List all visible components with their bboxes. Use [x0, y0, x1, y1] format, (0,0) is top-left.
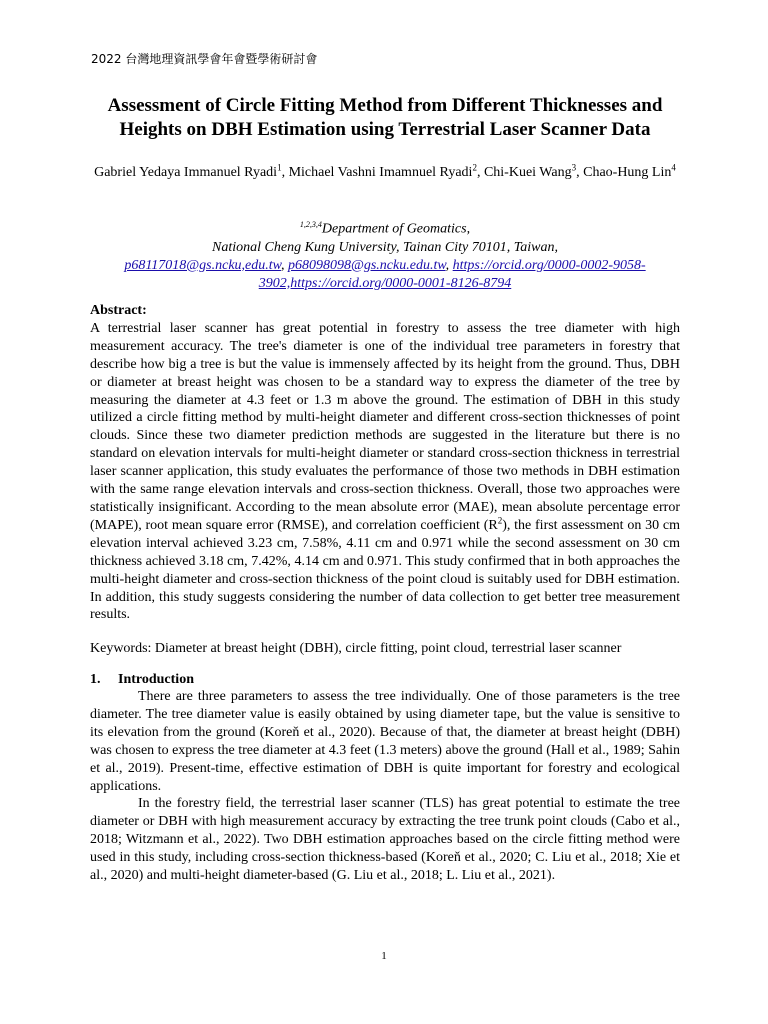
abstract-heading: Abstract:: [90, 303, 147, 318]
page-number: 1: [381, 950, 387, 962]
email-link[interactable]: p68117018@gs.ncku,edu.tw: [124, 257, 281, 273]
paper-title: Assessment of Circle Fitting Method from Different Thicknesses and Heights on DBH Estimation using Terrestrial Laser Scanner Data: [107, 95, 663, 140]
introduction-body: [90, 688, 680, 885]
author-separator: ,: [281, 165, 289, 180]
author-name: Chao-Hung Lin: [583, 165, 672, 180]
affiliation-mark: 1,2,3,4: [299, 220, 322, 229]
abstract: [90, 302, 680, 624]
email-link[interactable]: p68098098@gs.ncku.edu.tw: [287, 257, 446, 273]
conference-header: 2022 台灣地理資訊學會年會暨學術研討會: [91, 52, 318, 66]
affiliation-block: [90, 216, 680, 293]
author-list: [90, 164, 680, 182]
abstract-superscript: 2: [497, 515, 503, 526]
abstract-text: A terrestrial laser scanner has great potential in forestry to assess the tree diameter with high measurement accuracy. The tree's diameter is one of the individual tree parameters in forestry that describe how big a tree is but the value is immensely affected by its height from the ground. Thus, DBH or diameter at breast height was chosen to be a standard way to express the diameter of the tree by measuring the diameter at 4.3 feet or 1.3 m above the ground. The estimation of DBH in this study utilized a circle fitting method by multi-height diameter and different cross-section thicknesses of point clouds. Since these two diameter prediction methods are suggested in the literature but there is no standard on elevation intervals for multi-height diameter or standard cross-section thickness in terrestrial laser scanner application, this study evaluates the performance of those two methods in DBH estimation with the same range elevation intervals and cross-section thickness. Overall, those two approaches were statistically insignificant. According to the mean absolute error (MAE), mean absolute percentage error (MAPE), root mean square error (RMSE), and correlation coefficient (R: [90, 320, 680, 533]
author-name: Gabriel Yedaya Immanuel Ryadi: [94, 165, 278, 180]
university: National Cheng Kung University, Tainan City 70101, Taiwan,: [212, 239, 558, 255]
paragraph: In the forestry field, the terrestrial laser scanner (TLS) has great potential to estimate the tree diameter or DBH with high measurement accuracy by extracting the tree trunk point clouds (Cabo et al., 2018; Witzmann et al., 2022). Two DBH estimation approaches based on the circle fitting method were used in this study, including cross-section thickness-based (Koreň et al., 2020; C. Liu et al., 2018; Xie et al., 2020) and multi-height diameter-based (G. Liu et al., 2018; L. Liu et al., 2021).: [90, 796, 680, 884]
keywords: Keywords: Diameter at breast height (DBH), circle fitting, point cloud, terrestrial laser scanner: [90, 641, 622, 656]
abstract-text-continued: ), the first assessment on 30 cm elevation interval achieved 3.23 cm, 7.58%, 4.11 cm and 0.971 while the second assessment on 30 cm thickness achieved 3.18 cm, 7.42%, 4.14 cm and 0.971. This study confirmed that in both approaches the multi-height diameter and cross-section thickness of the point cloud is suitably used for DBH estimation. In addition, this study suggests considering the number of data collection to get better tree measurement results.: [90, 517, 680, 623]
author-separator: ,: [476, 165, 484, 180]
department: Department of Geomatics,: [321, 221, 471, 237]
paragraph: There are three parameters to assess the tree individually. One of those parameters is the tree diameter. The tree diameter value is easily obtained by using diameter tape, but the value is sensitive to its elevation from the ground (Koreň et al., 2020). Because of that, the diameter at breast height (DBH) was chosen to express the tree diameter at 4.3 feet (1.3 meters) above the ground (Hall et al., 1989; Sahin et al., 2019). Present-time, effective estimation of DBH is quite important for forestry and ecological applications.: [90, 689, 680, 794]
section-title: Introduction: [118, 672, 194, 687]
section-heading: [90, 671, 194, 689]
author-affiliation-mark: 2: [472, 162, 477, 173]
author-name: Chi-Kuei Wang: [483, 165, 572, 180]
section-number: 1.: [90, 672, 101, 687]
orcid-link[interactable]: https://orcid.org/0000-0002-9058-3902,https://orcid.org/0000-0001-8126-8794: [258, 257, 646, 291]
email-separator: ,: [445, 257, 453, 273]
author-separator: ,: [576, 165, 584, 180]
author-affiliation-mark: 3: [571, 162, 577, 173]
author-affiliation-mark: 4: [671, 162, 676, 173]
author-affiliation-mark: 1: [277, 162, 282, 173]
author-name: Michael Vashni Imamnuel Ryadi: [288, 165, 473, 180]
email-separator: ,: [280, 257, 288, 273]
